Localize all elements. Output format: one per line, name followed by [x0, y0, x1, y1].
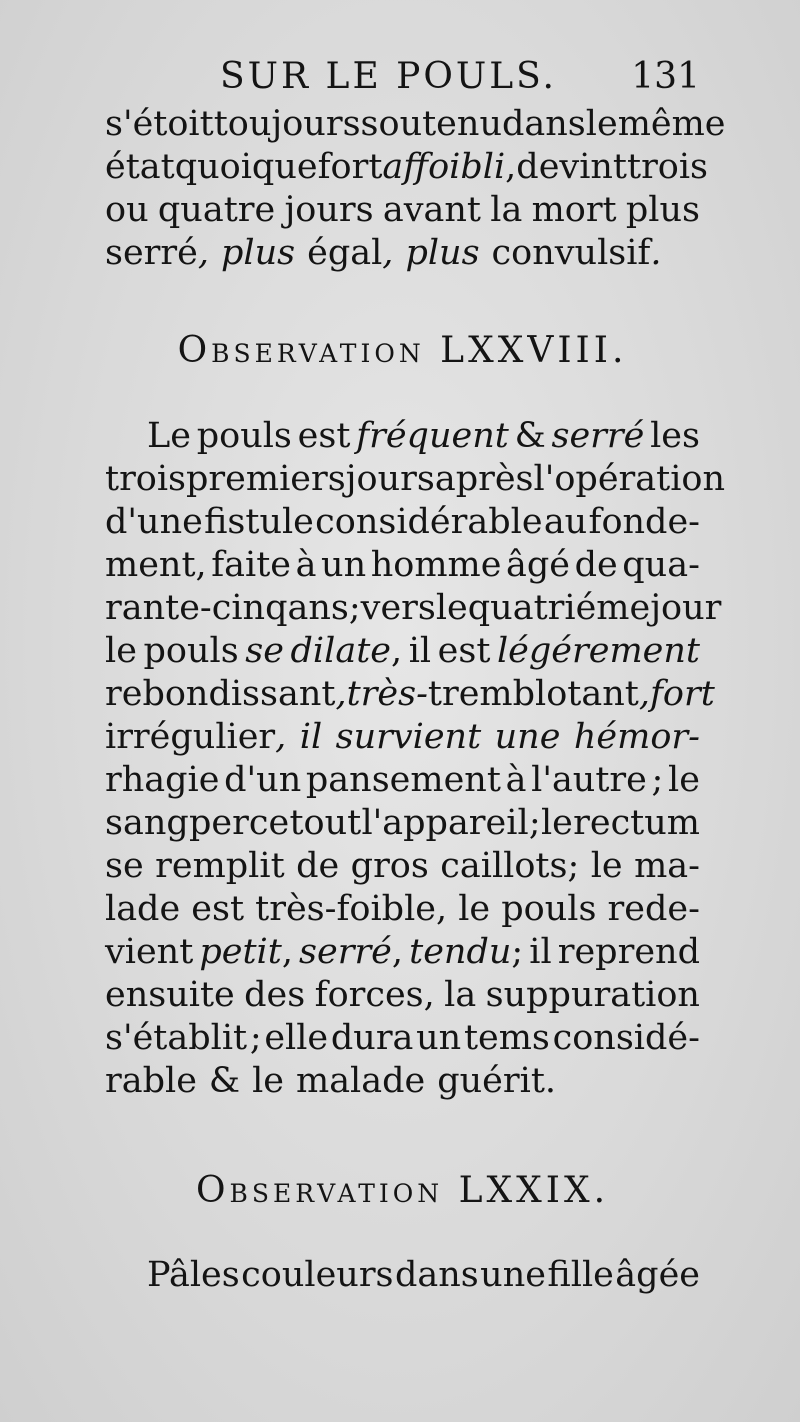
- word: plus: [625, 190, 700, 230]
- paragraph-observation-lxxix: [105, 1255, 700, 1298]
- word: état: [105, 147, 175, 187]
- text-line: [105, 233, 700, 276]
- italic-term: fréquent: [356, 416, 509, 456]
- word: trois: [105, 459, 187, 499]
- italic-term: une: [494, 717, 561, 757]
- word: dans: [501, 104, 586, 144]
- word: très-foible,: [255, 889, 448, 929]
- word: perce: [189, 803, 290, 843]
- word: ou: [105, 190, 149, 230]
- italic-term: hémor-: [573, 717, 700, 757]
- word: considé-: [552, 1018, 700, 1058]
- word: convulsif.: [491, 233, 662, 273]
- word: jour: [650, 588, 722, 628]
- word: vient: [105, 932, 194, 972]
- word: faite: [211, 545, 292, 585]
- word: âgée: [615, 1255, 700, 1295]
- word: au: [543, 502, 588, 542]
- word: après: [434, 459, 534, 499]
- word: égal,: [307, 233, 394, 273]
- word: tendu;: [409, 932, 524, 972]
- word: l'opération: [533, 459, 726, 499]
- word: mort: [531, 190, 617, 230]
- text-line: [105, 1255, 700, 1298]
- word: le: [435, 588, 468, 628]
- running-head: SUR LE POULS.: [220, 56, 557, 97]
- word: &: [514, 416, 546, 456]
- word: rectum: [573, 803, 700, 843]
- word: Pâles: [147, 1255, 240, 1295]
- italic-term: survient: [335, 717, 482, 757]
- word: avant: [382, 190, 481, 230]
- word: rebondissant,: [105, 674, 347, 714]
- word: il: [408, 631, 432, 671]
- word: elle: [264, 1018, 329, 1058]
- page-number: 131: [631, 56, 700, 97]
- word: sang: [105, 803, 189, 843]
- italic-term: .: [650, 233, 662, 273]
- page-header: [105, 50, 700, 100]
- word: quatriéme: [467, 588, 651, 628]
- word: pouls: [196, 416, 292, 456]
- word: jours: [345, 459, 435, 499]
- italic-term: petit: [199, 932, 282, 972]
- word: est: [297, 416, 351, 456]
- word: [650, 674, 715, 714]
- word: lade: [105, 889, 181, 929]
- word: petit,: [199, 932, 293, 972]
- word: ma-: [634, 846, 700, 886]
- word: remplit: [155, 846, 285, 886]
- word: malade: [296, 1061, 426, 1101]
- word: couleurs: [241, 1255, 394, 1295]
- italic-term: ,: [382, 233, 394, 273]
- word: d'un: [224, 760, 302, 800]
- word: [245, 631, 284, 671]
- word: ment,: [105, 545, 207, 585]
- word: fonde-: [588, 502, 700, 542]
- text-line: [105, 760, 700, 803]
- word: est: [437, 631, 491, 671]
- observation-heading-lxxviii: Observation LXXVIII.: [177, 330, 628, 371]
- word: un: [321, 545, 367, 585]
- word: ensuite: [105, 975, 235, 1015]
- word: quatre: [157, 190, 276, 230]
- word: le: [590, 846, 623, 886]
- text-line: [105, 932, 700, 975]
- word: à: [505, 760, 527, 800]
- text-line: [105, 147, 709, 190]
- word: [405, 233, 479, 273]
- word: vers: [360, 588, 436, 628]
- word: [574, 717, 700, 757]
- word: ans;: [287, 588, 361, 628]
- italic-term: plus: [405, 233, 480, 273]
- word: âgé: [506, 545, 570, 585]
- word: dura: [330, 1018, 414, 1058]
- word: de: [296, 846, 340, 886]
- text-line: [105, 502, 700, 545]
- text-line: [105, 674, 715, 717]
- word: suppuration: [485, 975, 700, 1015]
- text-line: [105, 846, 700, 889]
- word: [300, 717, 322, 757]
- word: premiers: [186, 459, 346, 499]
- word: la: [490, 190, 523, 230]
- word: [221, 233, 295, 273]
- italic-term: serré: [299, 932, 392, 972]
- word: d'une: [105, 502, 203, 542]
- italic-term: ,: [638, 674, 650, 714]
- word: le: [585, 104, 618, 144]
- word: [551, 416, 644, 456]
- text-line: [105, 717, 700, 760]
- word: le: [105, 631, 137, 671]
- text-line: [105, 631, 700, 674]
- word: un: [416, 1018, 462, 1058]
- word: l'autre: [531, 760, 647, 800]
- word: ;: [528, 803, 541, 843]
- word: soutenu: [360, 104, 502, 144]
- word: irrégulier,: [105, 717, 287, 757]
- word: jours: [284, 190, 374, 230]
- word: le: [252, 1061, 284, 1101]
- italic-term: fort: [649, 674, 715, 714]
- word: se: [105, 846, 144, 886]
- word: trois: [627, 147, 709, 187]
- word: ;: [651, 760, 664, 800]
- word: serré,: [299, 932, 404, 972]
- word: guérit.: [437, 1061, 557, 1101]
- word: pansement: [305, 760, 501, 800]
- word: fille: [547, 1255, 614, 1295]
- word: homme: [370, 545, 502, 585]
- word: rede-: [607, 889, 700, 929]
- word: fistule: [204, 502, 314, 542]
- word: &: [208, 1061, 241, 1101]
- word: le: [668, 760, 700, 800]
- word: Le: [147, 416, 191, 456]
- paragraph-observation-lxxviii: [105, 416, 726, 1104]
- italic-term: affoibli: [382, 147, 506, 187]
- word: rante-cinq: [105, 588, 288, 628]
- italic-term: dilate: [290, 631, 391, 671]
- text-line: [105, 803, 700, 846]
- word: l'appareil: [361, 803, 529, 843]
- word: dilate,: [290, 631, 403, 671]
- text-line: [105, 545, 700, 588]
- word: [356, 416, 509, 456]
- word: à: [295, 545, 317, 585]
- text-line: [105, 416, 700, 459]
- word: fort: [317, 147, 383, 187]
- italic-term: plus: [221, 233, 296, 273]
- word: tems: [463, 1018, 550, 1058]
- word: une: [480, 1255, 546, 1295]
- word: ;: [249, 1018, 262, 1058]
- word: pouls: [501, 889, 597, 929]
- paragraph-continuation: [105, 104, 726, 276]
- word: rable: [105, 1061, 197, 1101]
- italic-term: se: [245, 631, 284, 671]
- word: est: [191, 889, 245, 929]
- italic-term: légérement: [496, 631, 700, 671]
- word: très-tremblotant,: [346, 674, 650, 714]
- word: reprend: [557, 932, 700, 972]
- text-line: [105, 1018, 700, 1061]
- word: les: [650, 416, 700, 456]
- text-line: [105, 104, 726, 147]
- italic-term: tendu: [409, 932, 512, 972]
- text-line: [105, 588, 722, 631]
- italic-term: ,: [197, 233, 209, 273]
- text-line: [105, 190, 700, 233]
- word: s'établit: [105, 1018, 248, 1058]
- word: dans: [394, 1255, 479, 1295]
- text-line: [105, 975, 700, 1018]
- word: toujours: [213, 104, 361, 144]
- word: la: [444, 975, 477, 1015]
- word: le: [458, 889, 491, 929]
- italic-term: il: [299, 717, 323, 757]
- text-line: [105, 459, 726, 502]
- word: s'étoit: [105, 104, 214, 144]
- text-line: [105, 889, 700, 932]
- word: de: [574, 545, 618, 585]
- italic-term: très-: [346, 674, 428, 714]
- word: quoique: [174, 147, 318, 187]
- word: il: [529, 932, 552, 972]
- word: des: [244, 975, 306, 1015]
- word: le: [540, 803, 573, 843]
- italic-term: ,: [275, 717, 287, 757]
- word: caillots;: [440, 846, 580, 886]
- word: [336, 717, 482, 757]
- word: [497, 631, 700, 671]
- word: forces,: [314, 975, 435, 1015]
- word: serré,: [105, 233, 209, 273]
- italic-term: ,: [335, 674, 347, 714]
- word: devint: [516, 147, 627, 187]
- word: gros: [350, 846, 429, 886]
- observation-heading-lxxix: Observation LXXIX.: [195, 1170, 610, 1211]
- word: pouls: [143, 631, 239, 671]
- word: qua-: [622, 545, 700, 585]
- word: tout: [289, 803, 362, 843]
- word: [495, 717, 561, 757]
- word: considérable: [315, 502, 543, 542]
- word: rhagie: [105, 760, 220, 800]
- word: affoibli,: [382, 147, 517, 187]
- word: même: [617, 104, 726, 144]
- italic-term: serré: [551, 416, 645, 456]
- text-line: [105, 1061, 700, 1104]
